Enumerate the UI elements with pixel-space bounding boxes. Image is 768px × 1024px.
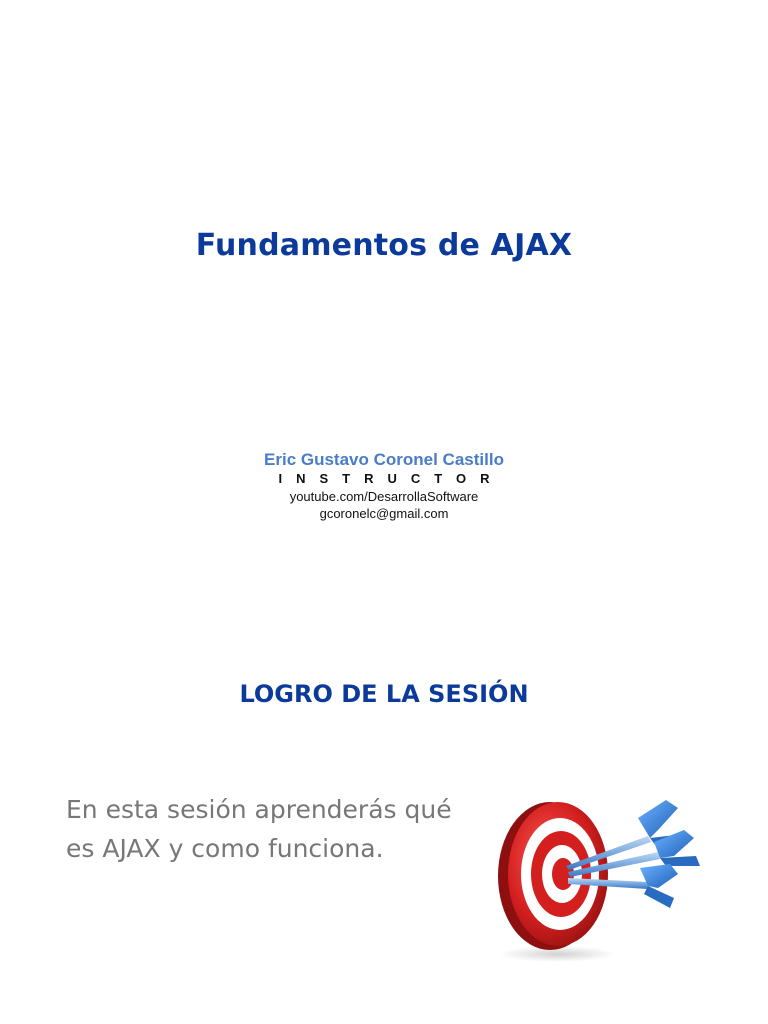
- objective-slide: [0, 600, 768, 1024]
- section-heading: LOGRO DE LA SESIÓN: [239, 680, 529, 708]
- session-description: En esta sesión aprenderás qué es AJAX y como funciona.: [66, 795, 452, 863]
- instructor-name: Eric Gustavo Coronel Castillo: [264, 450, 504, 469]
- presentation-title: Fundamentos de AJAX: [195, 228, 573, 263]
- instructor-role: INSTRUCTOR: [278, 471, 504, 486]
- instructor-email[interactable]: gcoronelc@gmail.com: [319, 506, 449, 521]
- target-board: [498, 802, 608, 950]
- instructor-info: [0, 449, 768, 522]
- instructor-youtube-link[interactable]: youtube.com/DesarrollaSoftware: [289, 489, 479, 504]
- target-with-darts-icon: [488, 778, 718, 968]
